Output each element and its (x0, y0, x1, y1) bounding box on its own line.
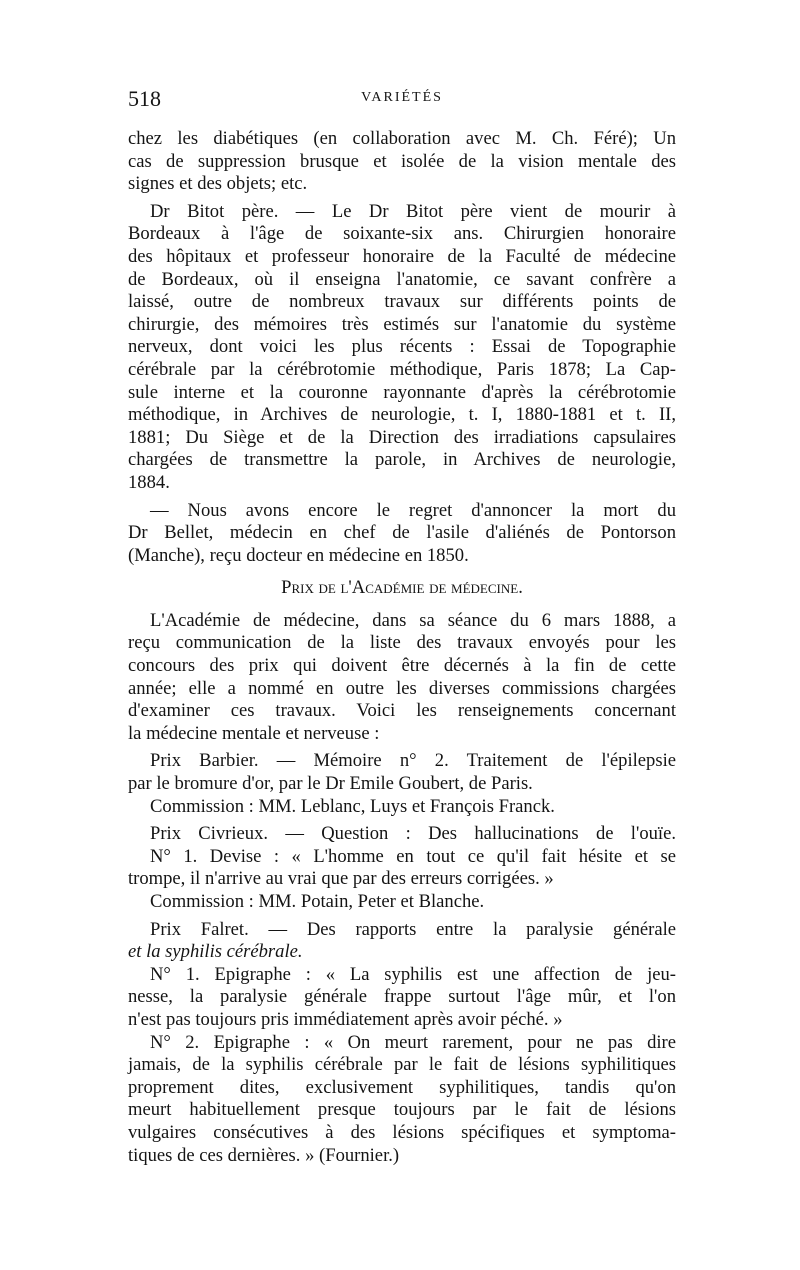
text-line: nesse, la paralysie générale frappe surtout l'âge mûr, et l'on (128, 986, 676, 1008)
paragraph-p7 (128, 919, 676, 1168)
text-line: chez les diabétiques (en collaboration avec M. Ch. Féré); Un (128, 128, 676, 149)
text-line: chargées de transmettre la parole, in Archives de neurologie, (128, 449, 676, 471)
text-line: méthodique, in Archives de neurologie, t. I, 1880-1881 et t. II, (128, 404, 676, 426)
text-line: Dr Bitot père. — Le Dr Bitot père vient de mourir à (150, 200, 676, 222)
text-line: meurt habituellement presque toujours par le fait de lésions (128, 1099, 676, 1121)
text-line: d'examiner ces travaux. Voici les renseignements concernant (128, 700, 676, 722)
page-header (128, 86, 676, 116)
article-body (128, 128, 676, 1167)
text-line: Commission : MM. Leblanc, Luys et François Franck. (150, 795, 555, 817)
text-line: Commission : MM. Potain, Peter et Blanche. (150, 891, 485, 912)
text-line: 1884. (128, 471, 170, 493)
paragraph-p3 (128, 500, 676, 568)
paragraph-p4 (128, 610, 676, 746)
text-line: 1881; Du Siège et de la Direction des irradiations capsulaires (128, 426, 676, 448)
text-line: et la syphilis cérébrale. (128, 941, 303, 963)
text-line: Dr Bellet, médecin en chef de l'asile d'aliénés de Pontorson (128, 522, 676, 544)
text-line: N° 1. Devise : « L'homme en tout ce qu'il fait hésite et se (150, 845, 676, 867)
text-line: laissé, outre de nombreux travaux sur différents points de (128, 291, 676, 313)
text-line: jamais, de la syphilis cérébrale par le fait de lésions syphilitiques (128, 1054, 676, 1076)
text-line: Prix de l'Académie de médecine. (281, 577, 523, 599)
text-line: n'est pas toujours pris immédiatement après avoir péché. » (128, 1008, 563, 1030)
text-line: Prix Falret. — Des rapports entre la paralysie générale (150, 918, 676, 940)
text-line: chirurgie, des mémoires très estimés sur l'anatomie du système (128, 313, 676, 335)
text-line: trompe, il n'arrive au vrai que par des erreurs corrigées. » (128, 868, 554, 890)
paragraph-p2 (128, 201, 676, 495)
paragraph-p6 (128, 823, 676, 913)
text-line: des hôpitaux et professeur honoraire de la Faculté de médecine (128, 245, 676, 267)
paragraph-gap (128, 600, 676, 610)
text-line: par le bromure d'or, par le Dr Emile Goubert, de Paris. (128, 773, 533, 795)
text-line: vulgaires consécutives à des lésions spécifiques et symptoma- (128, 1121, 676, 1143)
paragraph-p5 (128, 750, 676, 818)
page-number: 518 (128, 86, 161, 111)
text-line: tiques de ces dernières. » (Fournier.) (128, 1144, 400, 1166)
text-line: (Manche), reçu docteur en médecine en 1850. (128, 544, 469, 566)
text-line: cérébrale par la cérébrotomie méthodique, Paris 1878; La Cap- (128, 358, 676, 380)
text-line: L'Académie de médecine, dans sa séance du 6 mars 1888, a (150, 609, 676, 631)
text-line: nerveux, dont voici les plus récents : Essai de Topographie (128, 336, 676, 358)
text-line: — Nous avons encore le regret d'annoncer la mort du (150, 499, 676, 521)
paragraph-gap (128, 567, 676, 577)
text-line: année; elle a nommé en outre les diverses commissions chargées (128, 677, 676, 699)
text-line: cas de suppression brusque et isolée de la vision mentale des (128, 150, 676, 172)
text-line: Prix Civrieux. — Question : Des hallucinations de l'ouïe. (150, 823, 676, 845)
text-line: reçu communication de la liste des travaux envoyés pour les (128, 632, 676, 654)
text-line: signes et des objets; etc. (128, 173, 308, 195)
running-head: VARIÉTÉS (361, 90, 443, 105)
text-line: concours des prix qui doivent être décernés à la fin de cette (128, 655, 676, 677)
text-line: de Bordeaux, où il enseigna l'anatomie, ce savant confrère a (128, 268, 676, 290)
paragraph-p1 (128, 128, 676, 196)
text-line: sule interne et la couronne rayonnante d'après la cérébrotomie (128, 381, 676, 403)
text-line: N° 1. Epigraphe : « La syphilis est une affection de jeu- (150, 963, 676, 985)
text-line: Prix Barbier. — Mémoire n° 2. Traitement de l'épilepsie (150, 750, 676, 772)
text-line: Bordeaux à l'âge de soixante-six ans. Chirurgien honoraire (128, 223, 676, 245)
section-heading (128, 577, 676, 600)
text-line: proprement dites, exclusivement syphilitiques, tandis qu'on (128, 1076, 676, 1098)
text-line: N° 2. Epigraphe : « On meurt rarement, pour ne pas dire (150, 1031, 676, 1053)
text-line: la médecine mentale et nerveuse : (128, 722, 380, 744)
